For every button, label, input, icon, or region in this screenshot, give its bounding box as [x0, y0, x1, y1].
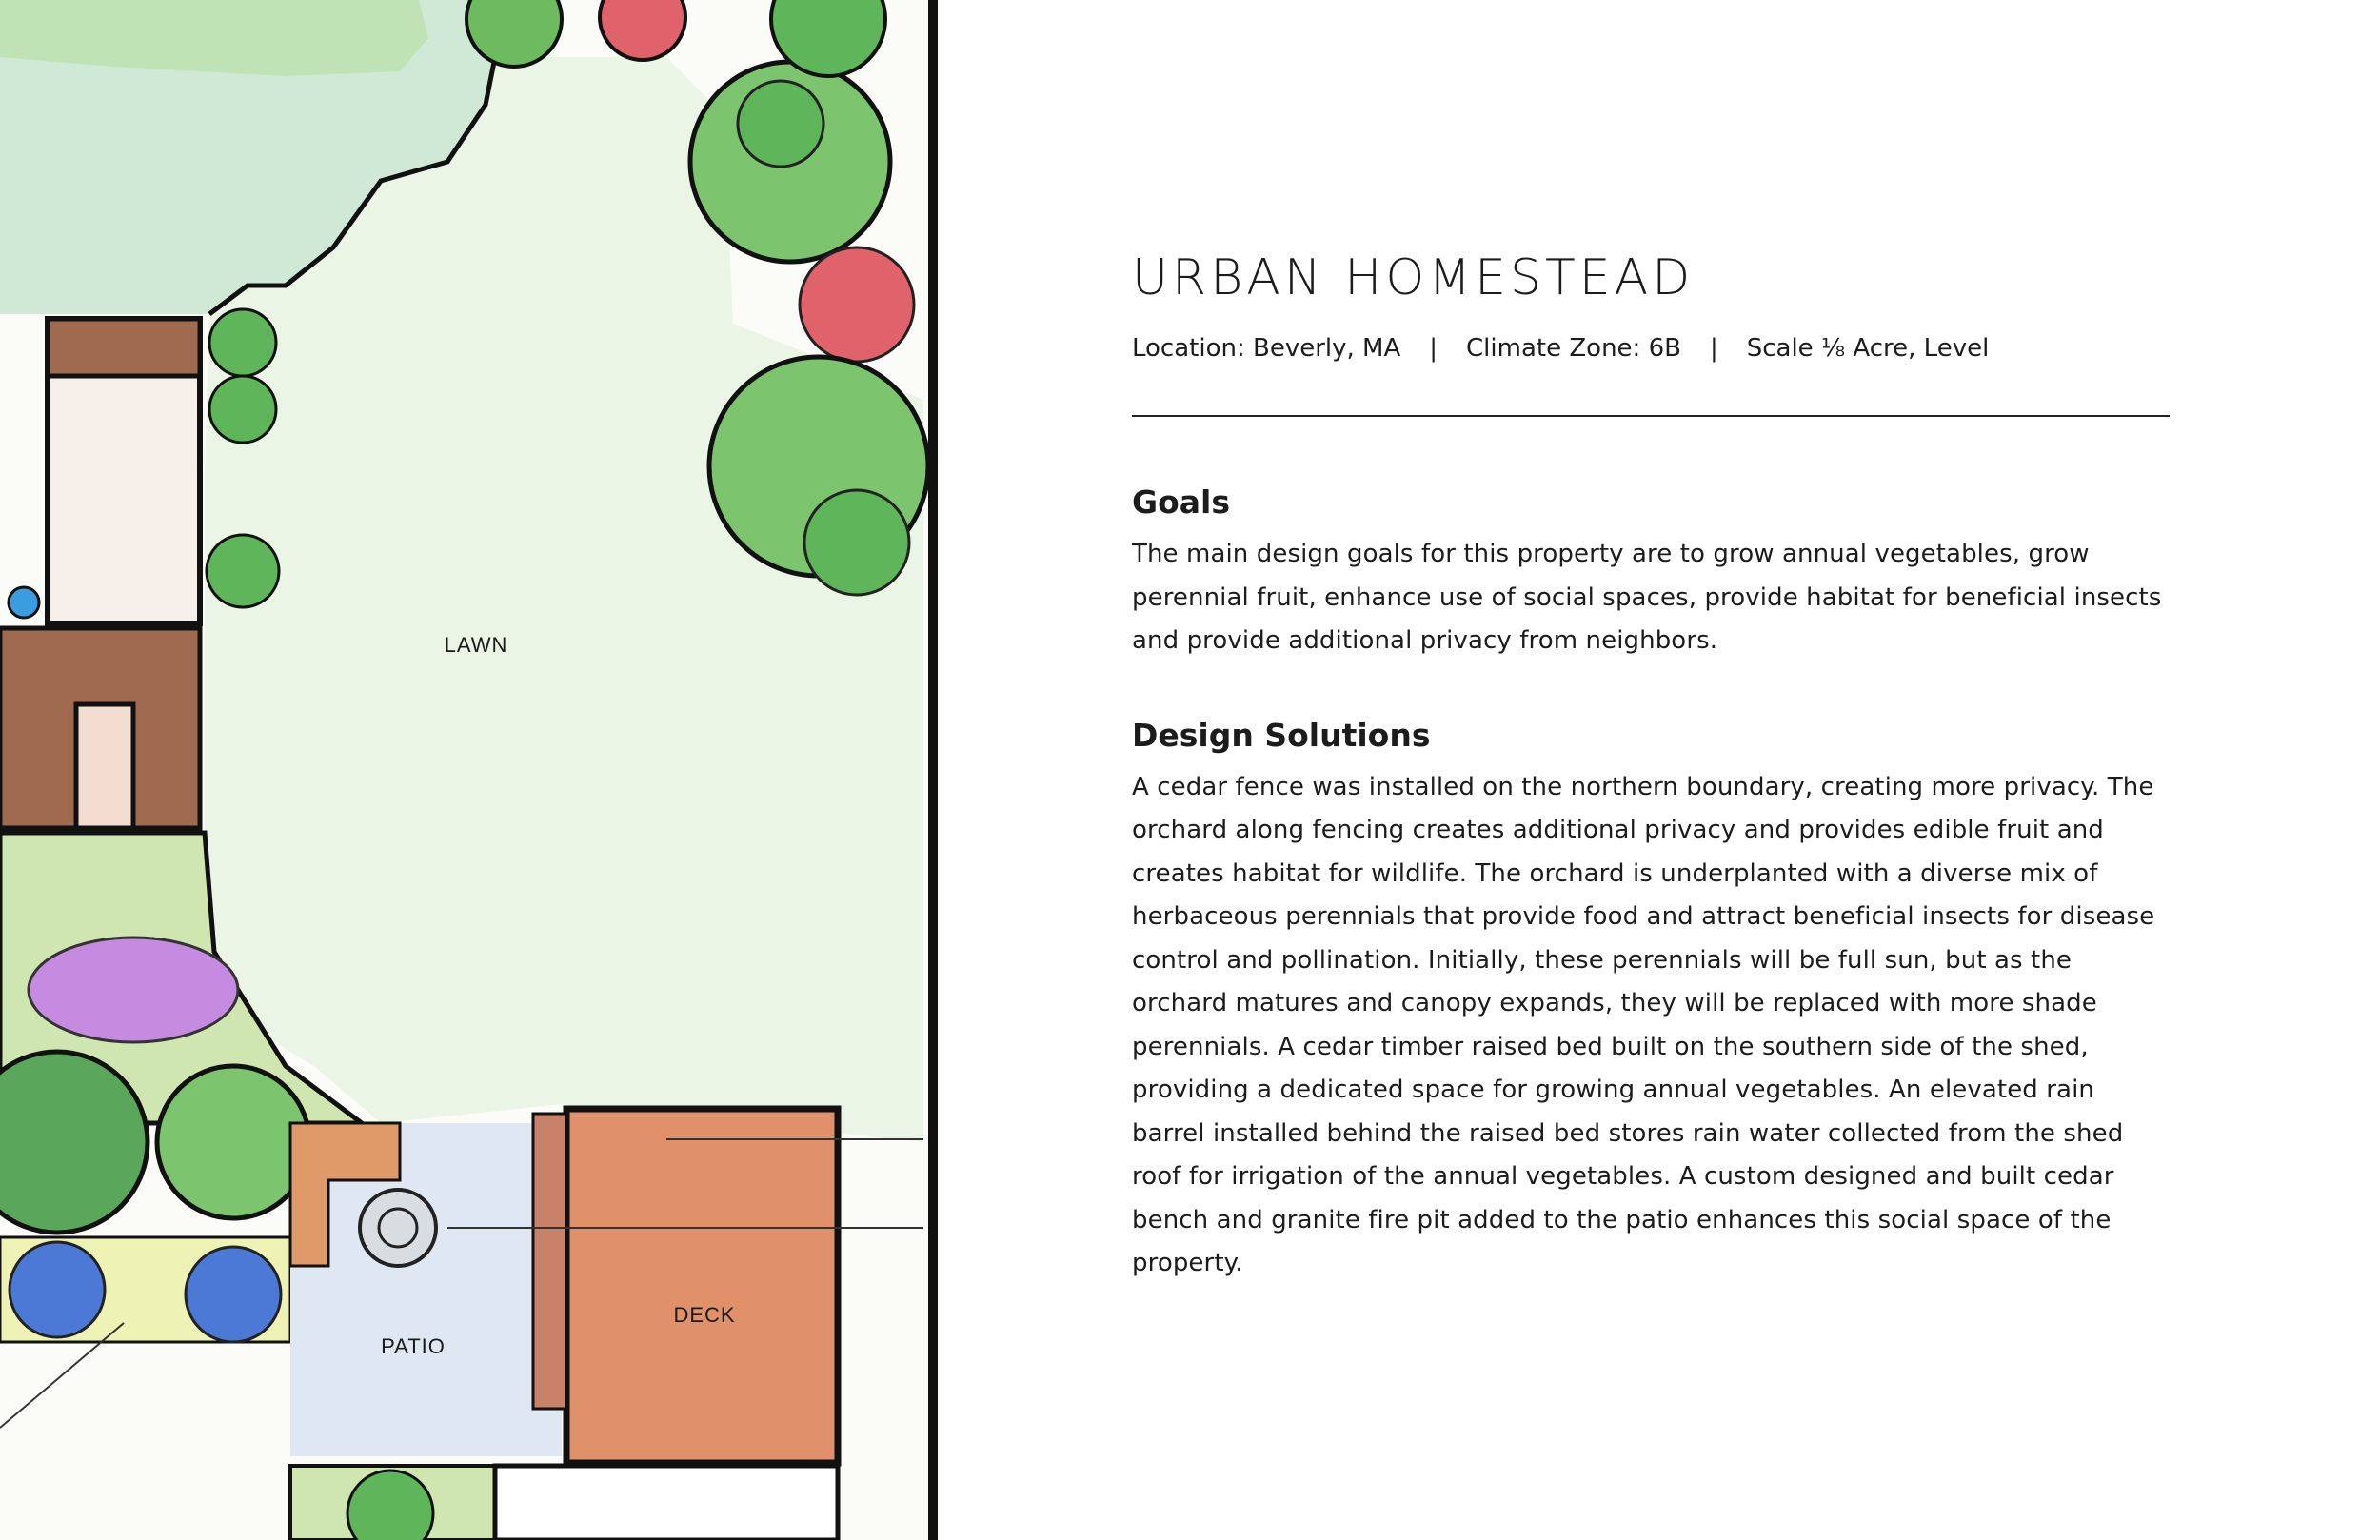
divider-rule: [1132, 415, 2170, 417]
project-title: URBAN HOMESTEAD: [1132, 249, 1695, 306]
meta-separator: |: [1429, 334, 1438, 363]
deck-label: DECK: [673, 1303, 736, 1327]
site-plan-drawing: [0, 0, 942, 1540]
fire-pit: [360, 1190, 436, 1266]
meta-separator: |: [1709, 334, 1718, 363]
goals-heading: Goals: [1132, 484, 1230, 521]
design-solutions-heading: Design Solutions: [1132, 716, 1431, 754]
project-meta: [1132, 329, 2170, 367]
climate-zone-text: Climate Zone: 6B: [1466, 334, 1681, 363]
text-column: [1132, 240, 2170, 1286]
design-solutions-paragraph: A cedar fence was installed on the northern boundary, creating more privacy. The orchard along fencing creates additional privacy and provides edible fruit and creates habitat for wildlife. The orchard is underplanted with a diverse mix of herbaceous perennials that provide food and attract beneficial insects for disease control and pollination. Initially, these perennials will be full sun, but as the orchard matures and canopy expands, they will be replaced with more shade perennials. A cedar timber raised bed built on the southern side of the shed, providing a dedicated space for growing annual vegetables. An elevated rain barrel installed behind the raised bed stores rain water collected from the shed roof for irrigation of the annual vegetables. A custom designed and built cedar bench and granite fire pit added to the patio enhances this social space of the property.: [1132, 772, 2155, 1277]
scale-text: Scale ⅛ Acre, Level: [1746, 334, 1990, 363]
deck: [566, 1109, 838, 1463]
goals-paragraph: The main design goals for this property are to grow annual vegetables, grow perennial fruit, enhance use of social spaces, provide habitat for beneficial insects and provide additional privacy from neighbors.: [1132, 540, 2162, 655]
lawn-label: LAWN: [444, 633, 508, 657]
location-text: Location: Beverly, MA: [1132, 334, 1401, 363]
patio-label: PATIO: [381, 1334, 446, 1358]
